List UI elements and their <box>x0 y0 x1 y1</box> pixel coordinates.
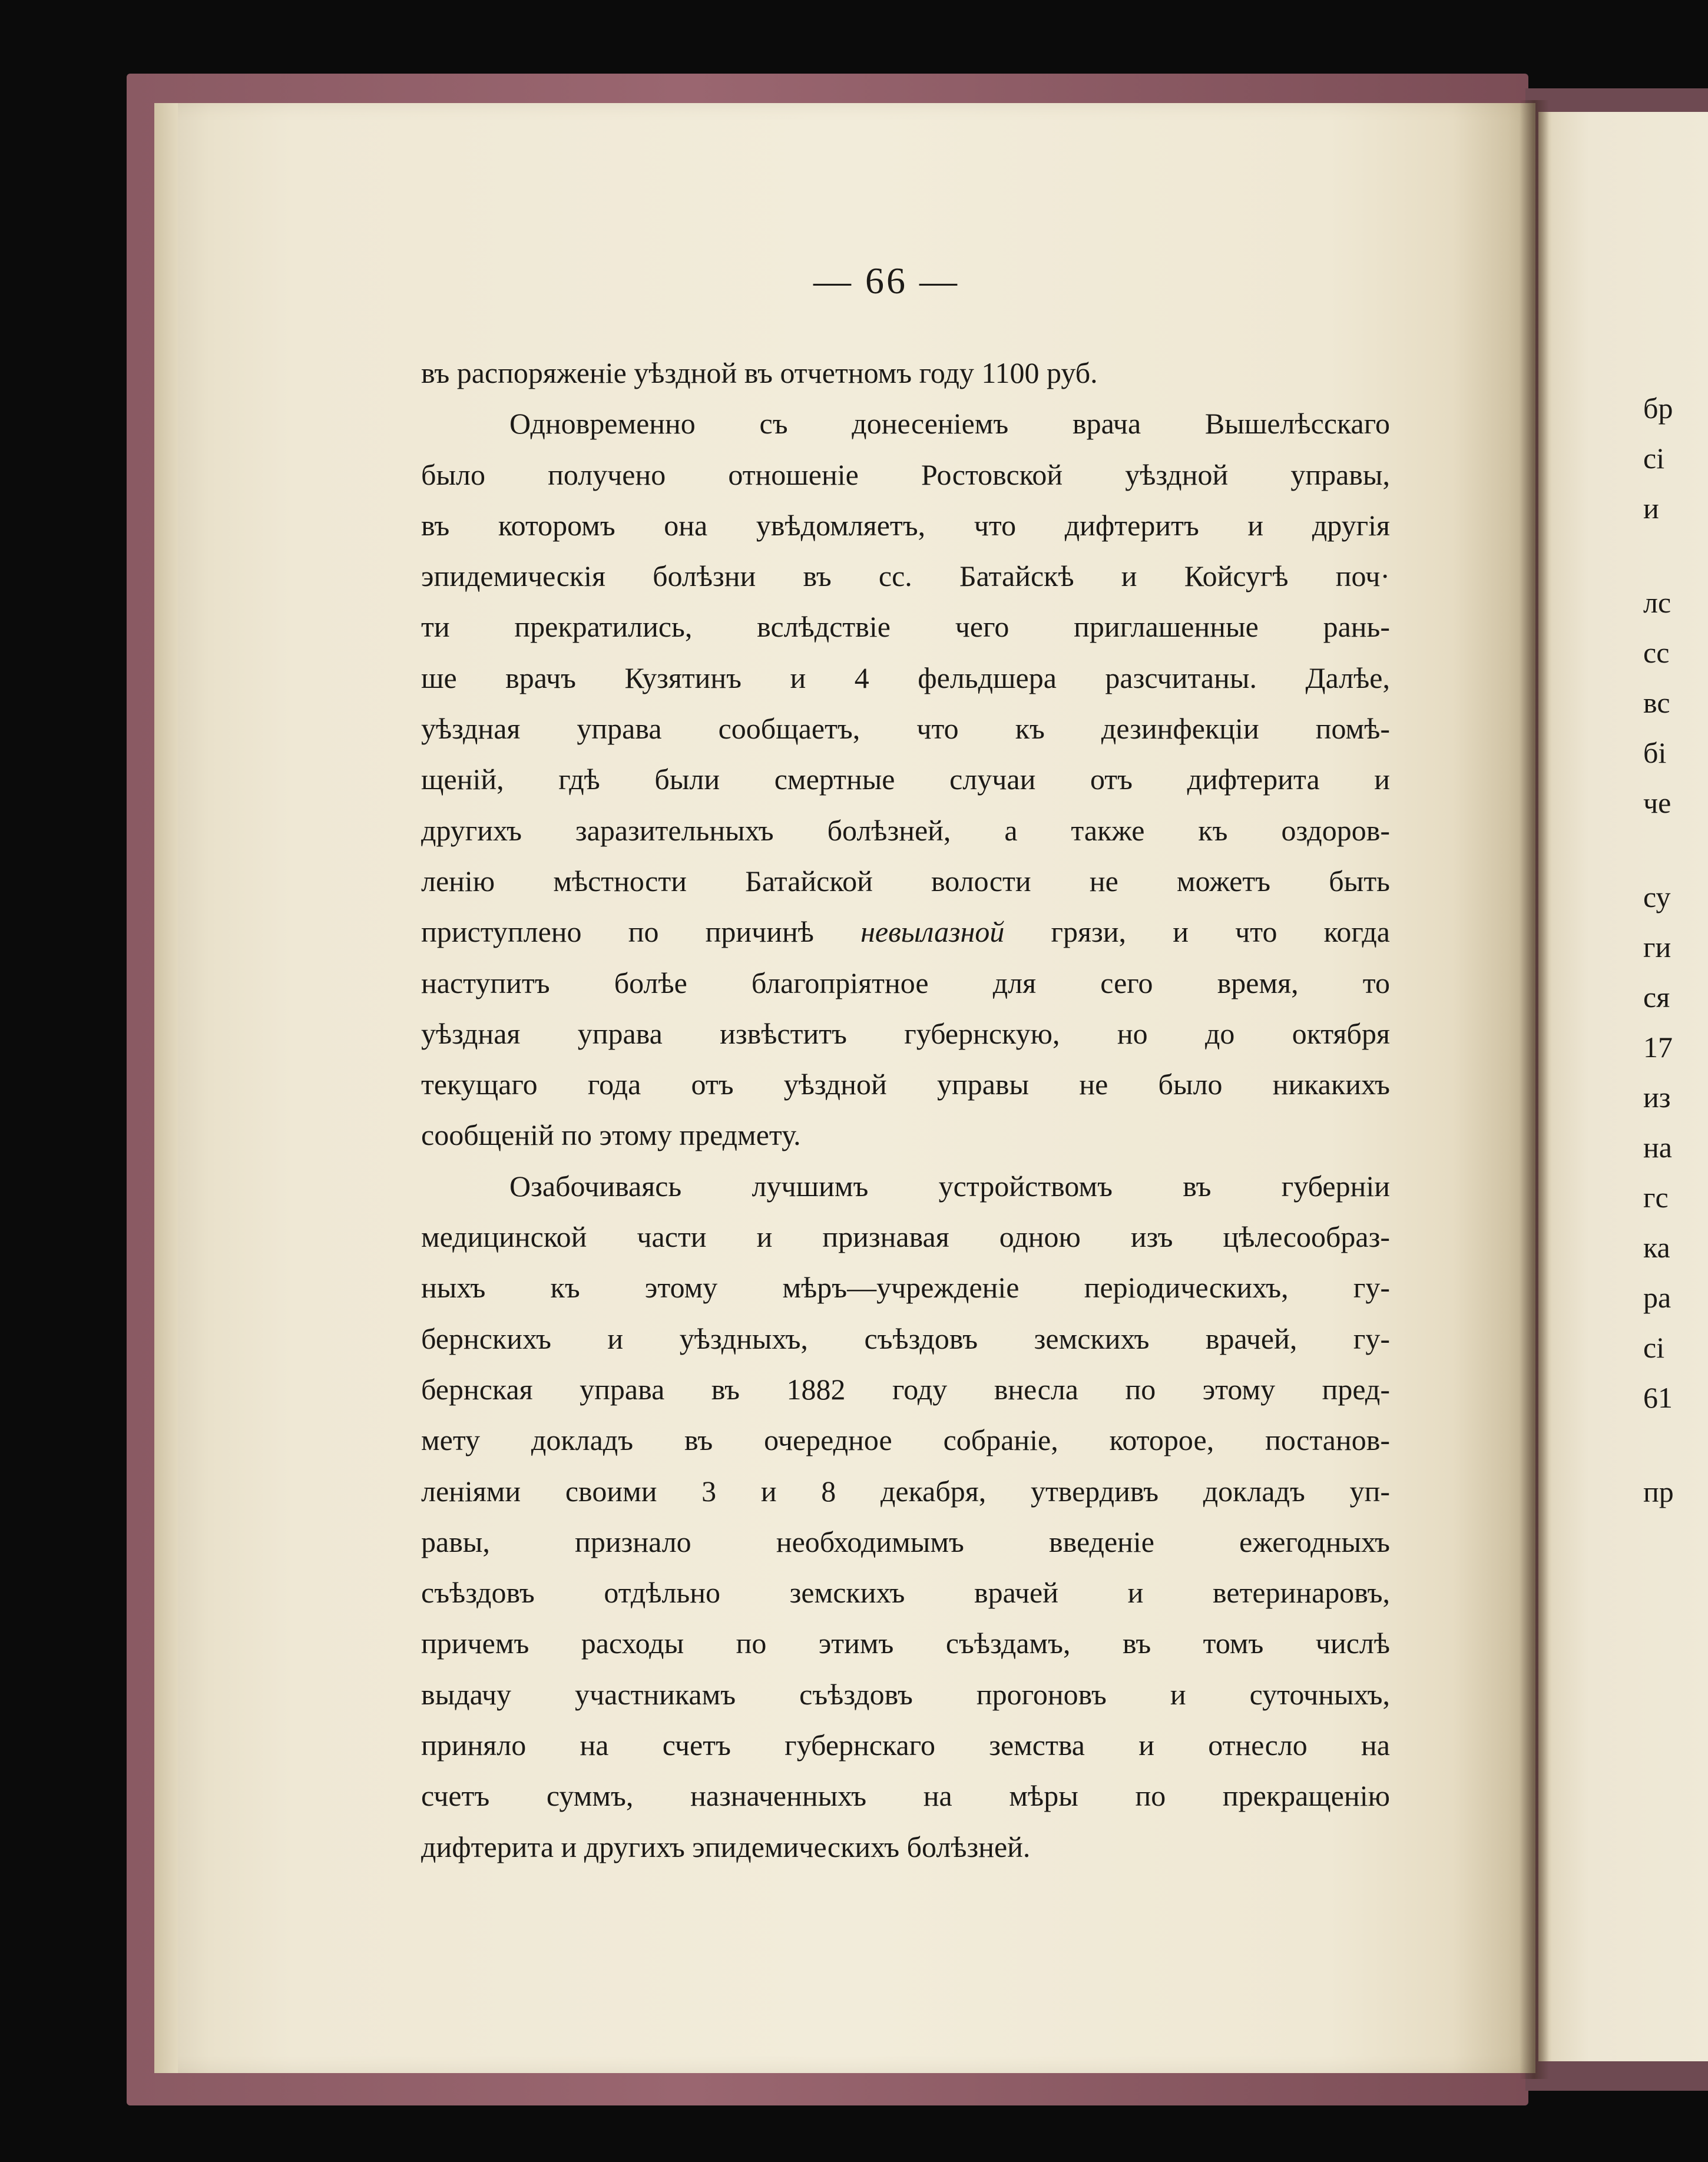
right-page-fragment: и <box>1643 492 1659 525</box>
right-page-fragment: 17 <box>1643 1031 1673 1064</box>
right-page-fragment: бі <box>1643 736 1667 769</box>
text-line: уѣздная управа сообщаетъ, что къ дезинфекціи помѣ- <box>421 712 1390 746</box>
text-line: было получено отношеніе Ростовской уѣздной управы, <box>421 458 1390 491</box>
text-line: ше врачъ Кузятинъ и 4 фельдшера разсчитаны. Далѣе, <box>421 661 1390 694</box>
right-page-fragment: сі <box>1643 1331 1665 1364</box>
text-line: ти прекратились, вслѣдствіе чего приглашенные рань- <box>421 610 1390 644</box>
right-page-fragment: из <box>1643 1081 1671 1114</box>
text-segment: грязи, и что когда <box>1051 915 1391 949</box>
text-line: уѣздная управа извѣститъ губернскую, но до октября <box>421 1017 1390 1050</box>
text-line: счетъ суммъ, назначенныхъ на мѣры по прекращенію <box>421 1779 1390 1813</box>
text-line: въ распоряженіе уѣздной въ отчетномъ году 1100 руб. <box>421 356 1098 389</box>
text-line: эпидемическія болѣзни въ сс. Батайскѣ и Койсугѣ поч· <box>421 559 1390 593</box>
right-page-fragment: су <box>1643 880 1671 913</box>
right-page-fragment: сс <box>1643 636 1670 669</box>
text-line: текущаго года отъ уѣздной управы не было никакихъ <box>421 1068 1390 1101</box>
text-line: бернская управа въ 1882 году внесла по этому пред- <box>421 1372 1390 1406</box>
text-line: наступитъ болѣе благопріятное для сего время, то <box>421 966 1390 999</box>
text-line: причемъ расходы по этимъ съѣздамъ, въ томъ числѣ <box>421 1627 1390 1660</box>
text-line: Одновременно съ донесеніемъ врача Вышелѣсскаго <box>509 407 1390 441</box>
text-line: щеній, гдѣ были смертные случаи отъ дифтерита и <box>421 763 1390 796</box>
right-page-fragment: гс <box>1643 1181 1669 1214</box>
text-line: бернскихъ и уѣздныхъ, съѣздовъ земскихъ врачей, гу- <box>421 1322 1390 1355</box>
right-page-fragment: ра <box>1643 1281 1671 1314</box>
right-page-fragment: сі <box>1643 442 1665 475</box>
right-page-fragment: ги <box>1643 931 1671 964</box>
right-page-fragment: 61 <box>1643 1381 1673 1414</box>
right-page <box>1538 112 1708 2061</box>
text-line: Озабочиваясь лучшимъ устройствомъ въ губерніи <box>509 1169 1390 1203</box>
text-line: дифтерита и другихъ эпидемическихъ болѣзней. <box>421 1830 1031 1863</box>
text-line-mixed <box>421 906 1390 957</box>
page-edge <box>154 103 178 2073</box>
page-number: — 66 — <box>813 260 959 302</box>
text-line: равы, признало необходимымъ введеніе ежегодныхъ <box>421 1525 1390 1558</box>
text-line: приняло на счетъ губернскаго земства и отнесло на <box>421 1729 1390 1762</box>
right-page-fragment: ся <box>1643 981 1670 1014</box>
text-line: другихъ заразительныхъ болѣзней, а также къ оздоров- <box>421 813 1390 847</box>
italic-word: невылазной <box>860 915 1005 949</box>
right-page-fragment: бр <box>1643 392 1673 425</box>
body-text <box>421 347 1390 1872</box>
right-page-fragment: вс <box>1643 686 1670 719</box>
text-line: ленію мѣстности Батайской волости не можетъ быть <box>421 864 1390 898</box>
text-line: въ которомъ она увѣдомляетъ, что дифтеритъ и другія <box>421 508 1390 542</box>
text-line: ныхъ къ этому мѣръ—учрежденіе періодическихъ, гу- <box>421 1271 1390 1305</box>
text-line: мету докладъ въ очередное собраніе, которое, постанов- <box>421 1423 1390 1457</box>
text-segment: приступлено по причинѣ <box>421 915 814 949</box>
right-page-fragment: на <box>1643 1131 1672 1164</box>
text-line: медицинской части и признавая одною изъ цѣлесообраз- <box>421 1220 1390 1254</box>
right-page-fragment: лс <box>1643 586 1671 619</box>
right-page-fragment: че <box>1643 786 1671 819</box>
text-line: выдачу участникамъ съѣздовъ прогоновъ и суточныхъ, <box>421 1677 1390 1711</box>
text-line: съѣздовъ отдѣльно земскихъ врачей и ветеринаровъ, <box>421 1576 1390 1610</box>
right-page-fragment: ка <box>1643 1231 1670 1264</box>
book-gutter <box>1520 100 1549 2079</box>
text-line: леніями своими 3 и 8 декабря, утвердивъ докладъ уп- <box>421 1474 1390 1508</box>
right-page-fragment: пр <box>1643 1475 1674 1508</box>
text-line: сообщеній по этому предмету. <box>421 1118 801 1152</box>
